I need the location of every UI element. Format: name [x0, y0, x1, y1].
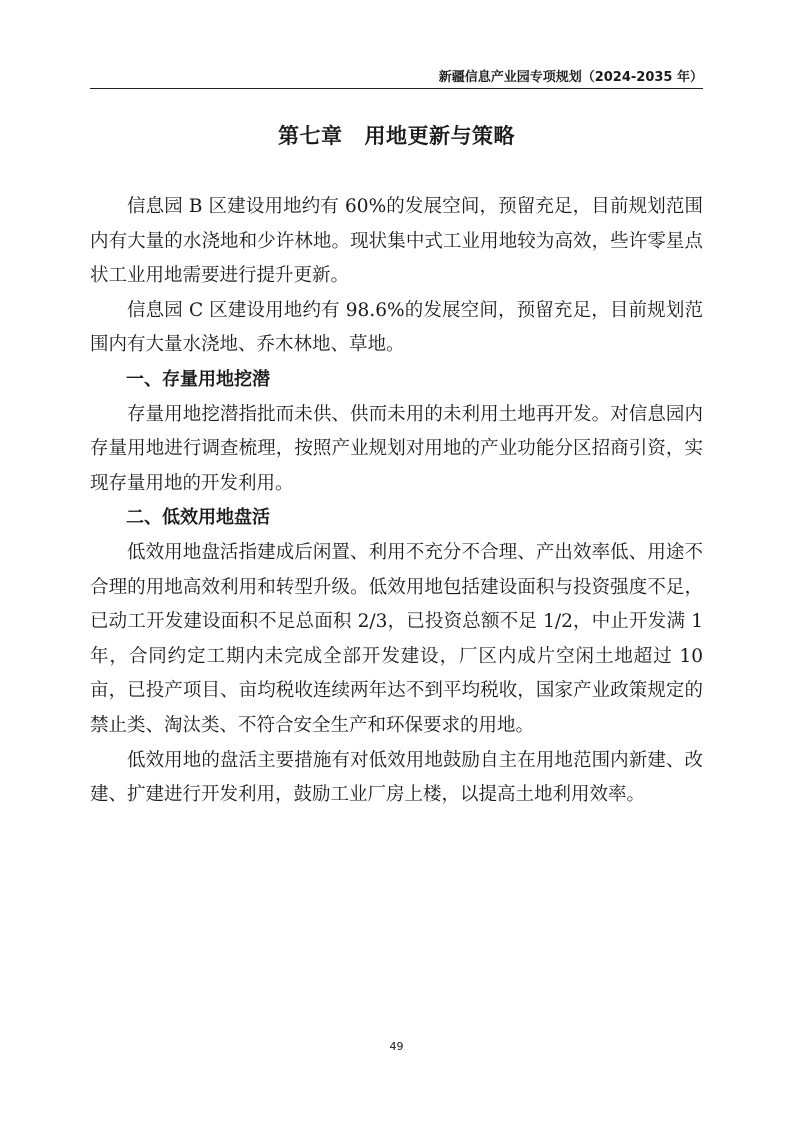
page-number: 49 [389, 1040, 404, 1053]
section-heading: 二、低效用地盘活 [126, 507, 270, 529]
paragraph: 低效用地盘活指建成后闲置、利用不充分不合理、产出效率低、用途不合理的用地高效利用和转型升级。低效用地包括建设面积与投资强度不足，已动工开发建设面积不足总面积 2/3，已投资总额不足 1/2，中止开发满 1 年，合同约定工期内未完成全部开发建设，厂区内成片空闲土地超过 10 亩，已投产项目、亩均税收连续两年达不到平均税收，国家产业政策规定的禁止类、淘汰类、不符合安全生产和环保要求的用地。 [90, 541, 703, 736]
chapter-title [90, 120, 703, 150]
paragraph: 低效用地的盘活主要措施有对低效用地鼓励自主在用地范围内新建、改建、扩建进行开发利用，鼓励工业厂房上楼，以提高土地利用效率。 [90, 749, 703, 806]
header-divider [90, 88, 703, 89]
paragraph: 信息园 B 区建设用地约有 60%的发展空间，预留充足，目前规划范围内有大量的水浇地和少许林地。现状集中式工业用地较为高效，些许零星点状工业用地需要进行提升更新。 [90, 196, 703, 287]
paragraph: 存量用地挖潜指批而未供、供而未用的未利用土地再开发。对信息园内存量用地进行调查梳理，按照产业规划对用地的产业功能分区招商引资，实现存量用地的开发利用。 [90, 403, 703, 494]
chapter-number: 第七章 [278, 124, 343, 148]
running-header: 新疆信息产业园专项规划（2024-2035 年） [438, 70, 703, 85]
paragraph: 信息园 C 区建设用地约有 98.6%的发展空间，预留充足，目前规划范围内有大量水浇地、乔木林地、草地。 [90, 299, 703, 356]
section-heading: 一、存量用地挖潜 [126, 368, 270, 390]
chapter-name: 用地更新与策略 [364, 124, 515, 148]
document-body [90, 190, 703, 813]
